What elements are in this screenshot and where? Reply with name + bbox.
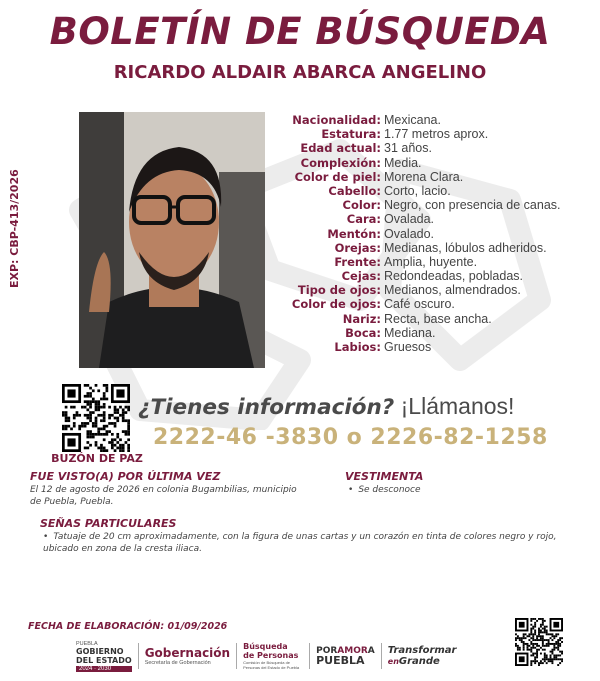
last-seen-title: FUE VISTO(A) POR ÚLTIMA VEZ: [30, 470, 221, 483]
attribute-row: [270, 269, 595, 283]
attribute-value: Mexicana.: [384, 113, 441, 127]
person-photo: [79, 112, 265, 368]
attribute-label: Mentón:: [327, 226, 381, 241]
por-amor-a-puebla-logo: PORAMORA PUEBLA: [316, 646, 375, 667]
attribute-row: [270, 241, 595, 255]
person-name: RICARDO ALDAIR ABARCA ANGELINO: [113, 62, 487, 83]
buzon-label: BUZÓN DE PAZ: [51, 452, 143, 465]
attribute-value: 1.77 metros aprox.: [384, 127, 489, 142]
creation-date: FECHA DE ELABORACIÓN: 01/09/2026: [28, 621, 228, 632]
transformar-en-grande-logo: Transformar enGrande: [387, 645, 457, 667]
info-prompt: [138, 393, 514, 420]
attribute-row: [270, 212, 595, 226]
page-title: BOLETÍN DE BÚSQUEDA: [49, 10, 551, 53]
attribute-label: Cabello:: [328, 183, 381, 198]
attribute-row: [270, 283, 595, 297]
attribute-row: [270, 340, 595, 354]
attribute-value: Café oscuro.: [384, 297, 455, 312]
attribute-label: Labios:: [334, 340, 381, 354]
phone-numbers: 2222-46 -3830 o 2226-82-1258: [153, 425, 548, 450]
attribute-label: Nariz:: [342, 311, 381, 326]
attribute-value: Media.: [384, 155, 422, 170]
attribute-row: [270, 156, 595, 170]
attribute-value: Medianas, lóbulos adheridos.: [384, 240, 547, 255]
attribute-label: Complexión:: [300, 155, 381, 170]
attribute-label: Edad actual:: [300, 141, 381, 156]
marks-text: • Tatuaje de 20 cm aproximadamente, con la figura de unas cartas y un corazón en tinta de colores negro y rojo, ubicado en zona de la cresta iliaca.: [43, 532, 556, 554]
footer-logos: [70, 638, 500, 674]
marks-item: [43, 531, 573, 555]
marks-title: SEÑAS PARTICULARES: [40, 517, 177, 530]
attribute-label: Color de piel:: [294, 169, 381, 184]
attribute-value: Redondeadas, pobladas.: [384, 269, 524, 284]
footer-qr-code: [515, 618, 563, 666]
attribute-value: Ovalada.: [384, 212, 435, 227]
last-seen-text: El 12 de agosto de 2026 en colonia Bugambilias, municipio de Puebla, Puebla.: [30, 485, 297, 507]
attribute-row: [270, 170, 595, 184]
attribute-label: Tipo de ojos:: [297, 283, 381, 298]
attributes-list: [270, 113, 595, 354]
attribute-row: [270, 127, 595, 141]
attribute-value: Ovalado.: [384, 226, 435, 241]
info-question: ¿Tienes información?: [138, 395, 395, 420]
attribute-label: Color:: [342, 198, 381, 213]
attribute-row: [270, 255, 595, 269]
clothing-text: • Se desconoce: [348, 484, 421, 496]
attribute-row: [270, 227, 595, 241]
attribute-label: Boca:: [345, 325, 381, 340]
attribute-row: [270, 113, 595, 127]
gobierno-estado-logo: PUEBLA GOBIERNO DEL ESTADO 2024 · 2030: [76, 640, 132, 672]
attribute-label: Frente:: [334, 254, 381, 269]
attribute-label: Cejas:: [341, 269, 381, 284]
attribute-row: [270, 312, 595, 326]
attribute-label: Color de ojos:: [291, 297, 381, 312]
attribute-value: Recta, base ancha.: [384, 311, 492, 326]
attribute-row: [270, 141, 595, 155]
clothing-title: VESTIMENTA: [345, 470, 424, 483]
attribute-value: Medianos, almendrados.: [384, 283, 521, 298]
attribute-row: [270, 326, 595, 340]
case-number: EXP: CBP-413/2026: [8, 169, 21, 288]
attribute-row: [270, 198, 595, 212]
attribute-value: Corto, lacio.: [384, 183, 451, 198]
gobernacion-logo: Gobernación Secretaría de Gobernación: [144, 645, 231, 666]
attribute-label: Orejas:: [334, 240, 381, 255]
busqueda-personas-logo: Búsqueda de Personas Comisión de Búsqueda de Personas del Estado de Puebla: [243, 642, 300, 670]
attribute-value: Amplia, huyente.: [384, 254, 478, 269]
attribute-row: [270, 184, 595, 198]
attribute-label: Estatura:: [321, 127, 381, 142]
call-prompt: ¡Llámanos!: [400, 393, 515, 419]
attribute-value: Negro, con presencia de canas.: [384, 198, 561, 213]
attribute-label: Nacionalidad:: [292, 113, 381, 127]
buzon-qr-code: [62, 384, 130, 452]
attribute-value: Mediana.: [384, 325, 436, 340]
attribute-value: Gruesos: [384, 340, 432, 354]
attribute-label: Cara:: [346, 212, 381, 227]
attribute-value: 31 años.: [384, 141, 432, 156]
attribute-row: [270, 297, 595, 311]
attribute-value: Morena Clara.: [384, 169, 464, 184]
